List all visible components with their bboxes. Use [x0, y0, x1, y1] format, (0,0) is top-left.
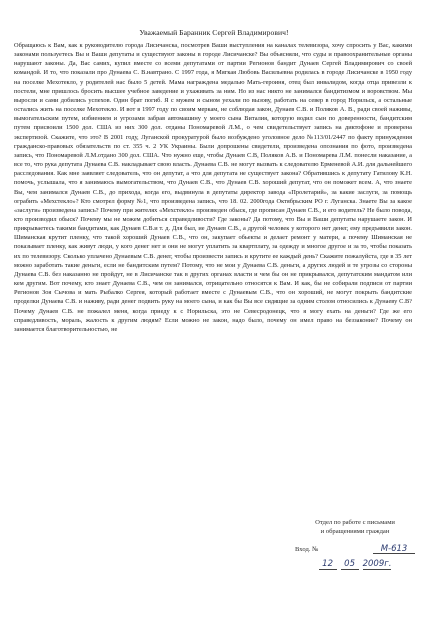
stamp-date-year: 2009г. [362, 559, 392, 570]
stamp-incoming-number-row [289, 545, 421, 555]
stamp-department-line-2: и обращениями граждан [320, 527, 390, 535]
letter-body: Обращаюсь к Вам, как к руководителю города Лисичанска, посмотрев Ваши выступления на каналах телевизора, хочу спросить у Вас, какими законами пользуетесь Вы и Ваши депутаты и существуют законы в городе Лисичанске? Вы объясняли, что суды и правоохранительные органы нарушают законы. Да, Вас самих, купил вместе со всеми депутатами от партии Регионов бандит Дунаев Сергей Владимирович со своей командой. И то, что показали про Дунаева С. В.навтрано. С 1997 года, я Мягкая Любовь Васильевна родилась в городе Лисичанске в 1950 году на поселке Мехотекло, у родителей нас было 5 детей. Мама награждена медалью Мать-героиня, отец был инвалидом, когда отца привезли к постели, мне пришлось бросить высшее учебное заведение и ухаживать за ним. Но из нас никто не занимался бандитизмом и воровством. Мы выросли и сами добились успехов. Один брат погиб. Я с мужем и сыном уехали по вызову, работать на север в город Норильск, а остальные остались жить на поселке Мехотекло. И вот в 1997 году по своим меркам, не соблюдая закон, Дунаев С.В. и Поляков А. В., ради своей наживы, вымогательским путем, избиением и угрозами забрав автомашину у моего сына Виталия, которую водил сын по доверенности, бандитским путем присвоили 1500 дол. США из них 300 дол. отданы Пономаревой Л.М., о чем свидетельствует запись на диктофоне и проверена экспертизой. Скажите, что это? В 2001 году, Луганской прокуратурой было возбуждено уголовное дело №113/01/2447 по факту принуждения гражданско-правовых обязательств по ст. 355 ч. 2 УК Украины. Были допрошены свидетели, произведена опознания по фото, произведена запись, что Пономаревой Л.М.отдано 300 дол. США. Что нужно еще, чтобы Дунаев С.В, Поляков А.В. и Пономарева Л.М. понесли наказание, а все то, что рука депутата Дунаева С.В. накладывает свою власть. Дунаева С.В. не могут вызвать к следователю Ерменевой А.И. для дальнейшего расследования. Как мне заявляет следователь, что он депутат, а что для депутата не существует закона? Обратившись к депутату Гатилову К.Н. помочь, услышала, что я занимаюсь вымогательством, что Дунаев С.В., что Дунаев С.В. хороший депутат, что он поможет всем. А, что знаете Вы, чем занимался Дунаев С.В., до прихода, когда его, выдвинула в депутаты директор завода «Пролетарий», за какие заслуги, за помощь ограбить «Мехстекло»? Кто смотрел форму №1, что произведена запись, что 18. 02. 2000года Октябрьским РО г. Луганска. Знаете Вы за какое «заслуги» произведена запись? Почему при жителях «Мехстекло» произведен обыск, где прописан Дунаев С.В., и его водитель? Не было повода, кто производил обыск? Почему мы не можем добиться справедливости? Где законы? Да потому, что Вы и Ваши депутаты нарушаете закон. И прикрываетесь такими бандитами, как Дунаев С.В.и т. д. Для был, ие Дунаев С.В., а другой человек у которого нет денег, ему предъявили закон. Шиманская крутит пленку, что такой хороший Дунаев С.В., что он, закупает обьекты и делает ремонт у матери, а почему Шиманская не показывает пленку, как живут люди, у кого денег нет и они не могут уплатить за квартплату, за одежду и многое другое и за то, чтобы показать их по телевизору. Сколько уплачено Дунаевым С.В. денег, чтобы произвести запись и крутите ее каждый день? Скажите пожалуйста, где в 35 лет можно заработать такие деньги, если не бандитским путем? Потому, что не мои у Дунаева С.В. деньги, а других людей и те угрозы со стороны Дунаева С.В. без наказанно не пройдут, не в Лисичанске так в других органах власти и чем бы он не прикрывался, депутатским мандатом или кем другим. Вот почему, кто знает Дунаева С.В., чем он занимался, отрицательно относятся к Вам. И как, бы не собирали подписи от партии Регионов Зоя Сычова и мать Рыбалко Сергея, который работает вместе с Дунаевым С.В., что он хороший, не могут покрыть бандитские проделки Дунаева С.В. и наживу, ради денег подвить руку на моего сына, и как бы Вы все сидящие за одним столом относились к Дунаеву С.В? Почему Дунаев С.В. не пожалел меня, когда приеду к с Норильска, это не Севесродонецк, что я могу ехать на деньги? Где же его справедливость, мораль, жалость к другим людям? Если можно не закон, надо было, почему он имел право на беззаконие? Почему он занимается благотворительностью, не [14, 42, 412, 333]
letter-salutation: Уважаемый Баранник Сергей Владимирович! [139, 28, 289, 37]
stamp-incoming-label: Вход. № [295, 545, 319, 553]
stamp-date-day: 12 [319, 560, 337, 570]
registration-stamp [289, 519, 421, 611]
stamp-date-month: 05 [341, 560, 359, 570]
stamp-date-row [289, 560, 421, 570]
stamp-department-line: Отдел по работе с письмами [315, 519, 395, 526]
stamp-incoming-number: М-613 [373, 545, 415, 555]
